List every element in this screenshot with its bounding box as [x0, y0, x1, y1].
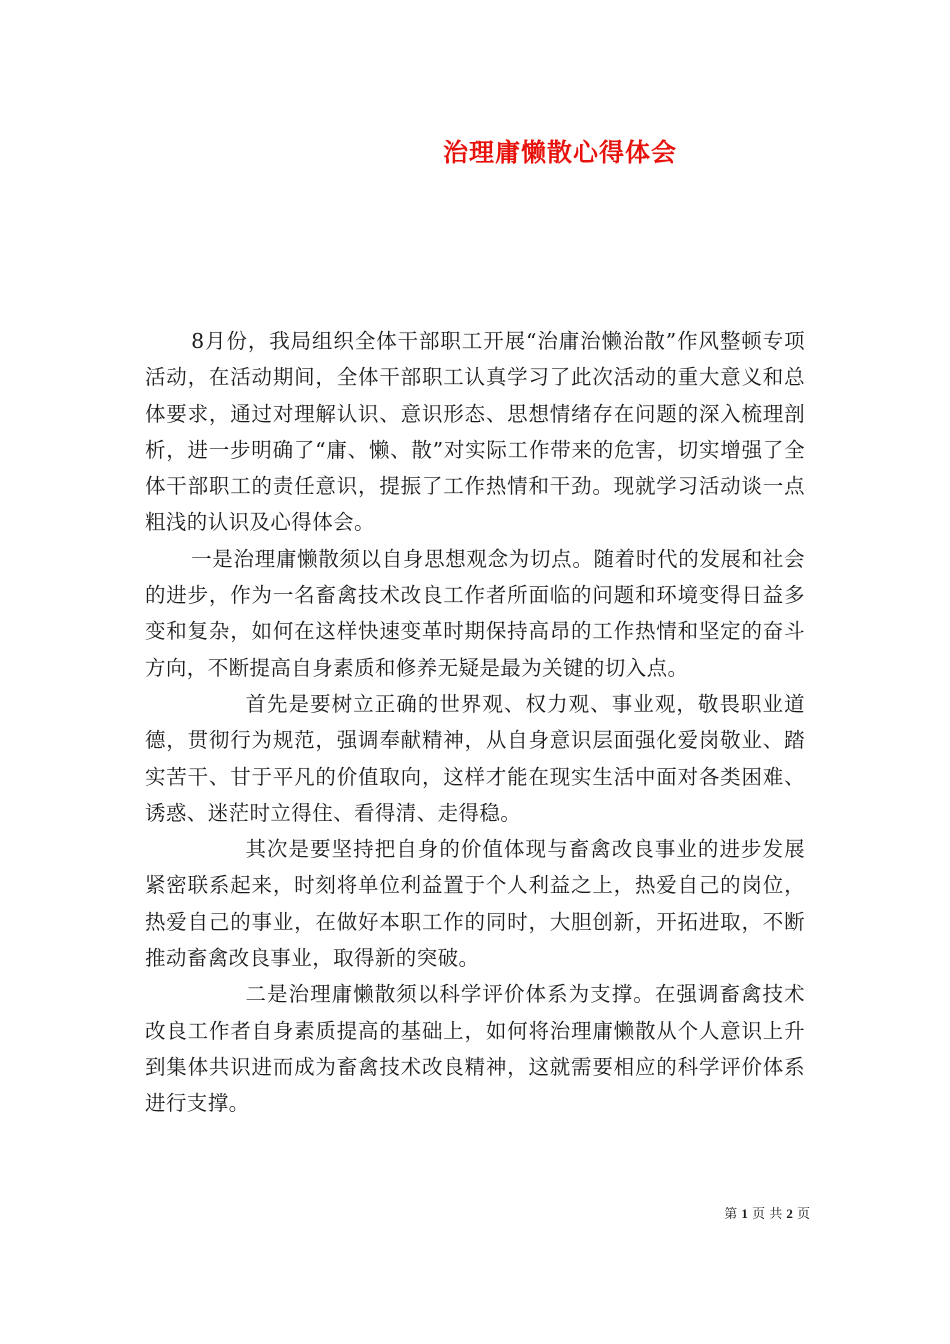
current-page-number: 1	[741, 1206, 748, 1221]
total-page-count: 2	[786, 1206, 793, 1221]
footer-suffix: 页	[796, 1207, 810, 1222]
paragraph-second-sub: 其次是要坚持把自身的价值体现与畜禽改良事业的进步发展紧密联系起来，时刻将单位利益置于个人利益之上，热爱自己的岗位，热爱自己的事业，在做好本职工作的同时，大胆创新，开拓进取，不断推动畜禽改良事业，取得新的突破。	[145, 837, 805, 971]
document-body	[145, 323, 805, 1122]
paragraph-point-one: 一是治理庸懒散须以自身思想观念为切点。随着时代的发展和社会的进步，作为一名畜禽技术改良工作者所面临的问题和环境变得日益多变和复杂，如何在这样快速变革时期保持高昂的工作热情和坚定的奋斗方向，不断提高自身素质和修养无疑是最为关键的切入点。	[145, 546, 805, 680]
footer-prefix: 第	[724, 1207, 738, 1222]
footer-middle: 页 共	[752, 1207, 783, 1222]
paragraph-first-sub: 首先是要树立正确的世界观、权力观、事业观，敬畏职业道德，贯彻行为规范，强调奉献精神，从自身意识层面强化爱岗敬业、踏实苦干、甘于平凡的价值取向，这样才能在现实生活中面对各类困难、诱惑、迷茫时立得住、看得清、走得稳。	[145, 691, 805, 825]
paragraph-point-two: 二是治理庸懒散须以科学评价体系为支撑。在强调畜禽技术改良工作者自身素质提高的基础上，如何将治理庸懒散从个人意识上升到集体共识进而成为畜禽技术改良精神，这就需要相应的科学评价体系进行支撑。	[145, 982, 805, 1116]
page-number-footer	[690, 1203, 810, 1222]
document-title: 治理庸懒散心得体会	[442, 138, 677, 167]
paragraph-intro: 8月份，我局组织全体干部职工开展“治庸治懒治散”作风整顿专项活动，在活动期间，全体干部职工认真学习了此次活动的重大意义和总体要求，通过对理解认识、意识形态、思想情绪存在问题的深入梳理剖析，进一步明确了“庸、懒、散”对实际工作带来的危害，切实增强了全体干部职工的责任意识，提振了工作热情和干劲。现就学习活动谈一点粗浅的认识及心得体会。	[145, 329, 805, 535]
